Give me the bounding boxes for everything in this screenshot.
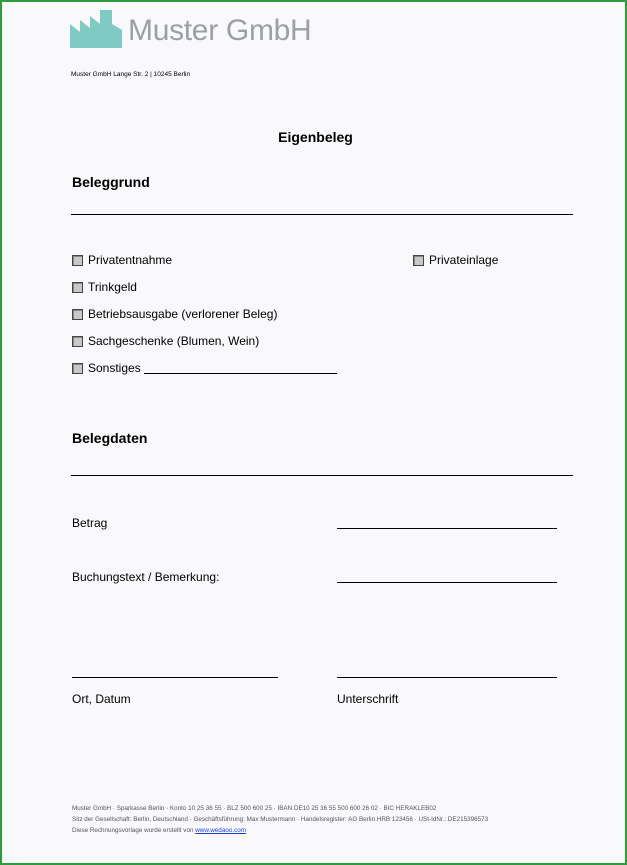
footer-credit-line — [72, 827, 246, 834]
checkbox-box[interactable] — [72, 363, 83, 374]
checkbox-privatentnahme[interactable] — [72, 253, 172, 267]
buchungstext-write-line[interactable] — [337, 582, 557, 583]
company-logo-text: Muster GmbH — [128, 14, 312, 47]
unterschrift-write-line[interactable] — [337, 677, 557, 678]
footer-credit-text: Diese Rechnungsvorlage wurde erstellt von — [72, 827, 196, 834]
checkbox-sonstiges[interactable] — [72, 361, 337, 375]
ort-datum-label: Ort, Datum — [72, 692, 131, 706]
checkbox-privateinlage[interactable] — [413, 253, 498, 267]
section-heading-beleggrund: Beleggrund — [72, 174, 150, 190]
checkbox-label: Sachgeschenke (Blumen, Wein) — [88, 334, 260, 348]
checkbox-trinkgeld[interactable] — [72, 280, 137, 294]
betrag-label: Betrag — [72, 516, 108, 530]
betrag-write-line[interactable] — [337, 528, 557, 529]
checkbox-box[interactable] — [72, 282, 83, 293]
divider-line — [71, 214, 573, 215]
checkbox-label: Privateinlage — [429, 253, 499, 267]
checkbox-label: Trinkgeld — [88, 280, 137, 294]
ort-datum-write-line[interactable] — [72, 677, 278, 678]
footer-bank-line: Muster GmbH · Sparkasse Berlin · Konto 10 25 36 55 · BLZ 500 600 25 · IBAN DE10 25 36 55 500 600 26 02 · BIC HERAKLEB02 — [72, 805, 437, 812]
divider-line — [71, 475, 573, 476]
checkbox-label: Sonstiges — [88, 361, 141, 375]
checkbox-box[interactable] — [413, 255, 424, 266]
unterschrift-label: Unterschrift — [337, 692, 399, 706]
checkbox-box[interactable] — [72, 309, 83, 320]
checkbox-box[interactable] — [72, 255, 83, 266]
page-title: Eigenbeleg — [278, 129, 353, 145]
factory-icon — [68, 10, 124, 48]
checkbox-sachgeschenke[interactable] — [72, 334, 259, 348]
buchungstext-label: Buchungstext / Bemerkung: — [72, 570, 220, 584]
checkbox-betriebsausgabe[interactable] — [72, 307, 277, 321]
footer-company-line: Sitz der Gesellschaft: Berlin, Deutschland · Geschäftsführung: Max Mustermann · Handelsregister: AG Berlin HRB 123456 · USt-IdNr.: DE215396573 — [72, 816, 489, 823]
footer-credit-link[interactable]: www.wedaoo.com — [195, 827, 246, 834]
checkbox-label: Privatentnahme — [88, 253, 173, 267]
section-heading-belegdaten: Belegdaten — [72, 430, 148, 446]
sender-address: Muster GmbH Lange Str. 2 | 10245 Berlin — [71, 71, 191, 78]
sonstiges-write-line[interactable] — [144, 362, 337, 374]
checkbox-box[interactable] — [72, 336, 83, 347]
checkbox-label: Betriebsausgabe (verlorener Beleg) — [88, 307, 278, 321]
